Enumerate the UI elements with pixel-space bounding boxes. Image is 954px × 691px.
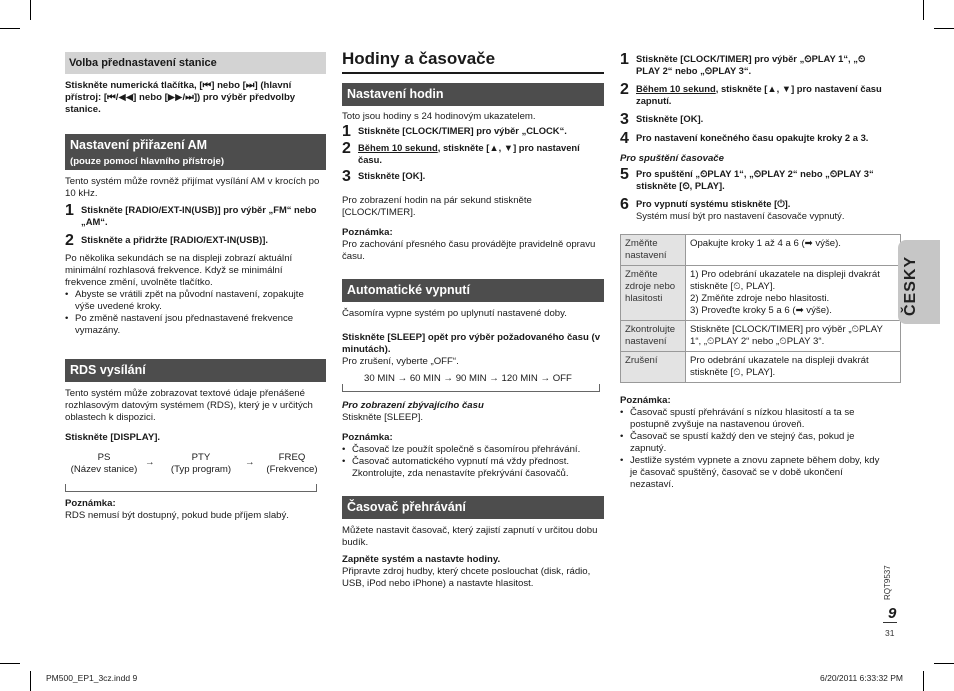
language-tab bbox=[898, 240, 940, 324]
right-note-title: Poznámka: bbox=[620, 395, 671, 406]
table-cell-header: Změňte nastavení bbox=[621, 235, 686, 266]
step-text: Stiskněte [CLOCK/TIMER] pro výběr „CLOCK“. bbox=[358, 125, 567, 136]
rds-flow-desc: (Název stanice) bbox=[70, 464, 138, 475]
arrow-icon: → bbox=[245, 457, 255, 468]
table-cell: 1) Pro odebrání ukazatele na displeji dvakrát stiskněte [⏲, PLAY]. 2) Změňte zdroje nebo hlasitosti. 3) Proveďte kroky 5 a 6 (➡ výše). bbox=[686, 266, 901, 321]
auto-cancel: Pro zrušení, vyberte „OFF“. bbox=[342, 356, 459, 367]
crop-mark bbox=[923, 0, 924, 20]
hodin-intro: Toto jsou hodiny s 24 hodinovým ukazatelem. bbox=[342, 111, 536, 122]
rds-note-title: Poznámka: bbox=[65, 498, 116, 509]
step-number: 6 bbox=[620, 196, 629, 213]
auto-bullet: • Časovač lze použít společně s časomírou přehrávání. bbox=[342, 444, 604, 456]
step-text: Pro nastavení konečného času opakujte kroky 2 a 3. bbox=[636, 132, 869, 143]
auto-sequence-return bbox=[342, 384, 604, 394]
hodin-step-1 bbox=[342, 125, 604, 138]
sub-page-number: 31 bbox=[885, 628, 895, 638]
step-number: 1 bbox=[620, 51, 629, 68]
arrow-icon: → bbox=[145, 457, 155, 468]
step-text: Stiskněte [CLOCK/TIMER] pro výběr „⏲PLAY 1“, „⏲PLAY 2“ nebo „⏲PLAY 3“. bbox=[636, 53, 866, 76]
table-cell-header: Zkontrolujte nastavení bbox=[621, 321, 686, 352]
play-heading: Časovač přehrávání bbox=[342, 496, 604, 519]
am-heading bbox=[65, 134, 326, 170]
auto-note-title: Poznámka: bbox=[342, 432, 393, 443]
crop-mark bbox=[0, 28, 20, 29]
rds-flow-code: PTY bbox=[191, 452, 211, 463]
table-row bbox=[621, 321, 901, 352]
auto-heading: Automatické vypnutí bbox=[342, 279, 604, 302]
doc-code: RQT9537 bbox=[883, 565, 892, 600]
hodin-note: Pro zachování přesného času provádějte pravidelně opravu času. bbox=[342, 239, 596, 262]
crop-mark bbox=[0, 663, 20, 664]
auto-intro: Časomíra vypne systém po uplynutí nastavené doby. bbox=[342, 308, 567, 319]
page-title: Hodiny a časovače bbox=[342, 49, 496, 68]
auto-press: Stiskněte [SLEEP] opět pro výběr požadovaného času (v minutách). bbox=[342, 332, 601, 355]
timer-table bbox=[620, 234, 901, 383]
am-text: Tento systém může rovněž přijímat vysílání AM v krocích po 10 kHz. bbox=[65, 176, 320, 199]
hodin-step-3 bbox=[342, 170, 604, 183]
step-text: Pro vypnutí systému stiskněte [⏻]. bbox=[636, 198, 791, 209]
step-text: Stiskněte [OK]. bbox=[358, 170, 426, 181]
step-text: , stiskněte [▲, ▼] pro nastavení času zapnutí. bbox=[636, 83, 882, 106]
table-row bbox=[621, 235, 901, 266]
am-heading-title: Nastavení přiřazení AM bbox=[70, 138, 208, 152]
right-bullet: • Časovač se spustí každý den ve stejný čas, pokud je zapnutý. bbox=[620, 431, 882, 455]
rds-flow-desc: (Frekvence) bbox=[266, 464, 318, 475]
rds-flow bbox=[65, 452, 326, 486]
rds-flow-item bbox=[165, 452, 237, 476]
rds-flow-desc: (Typ program) bbox=[170, 464, 232, 475]
hodin-note-title: Poznámka: bbox=[342, 227, 393, 238]
rds-flow-return bbox=[65, 484, 326, 494]
table-cell: Opakujte kroky 1 až 4 a 6 (➡ výše). bbox=[686, 235, 901, 266]
table-cell-header: Zrušení bbox=[621, 352, 686, 383]
auto-remain-title: Pro zobrazení zbývajícího času bbox=[342, 400, 484, 411]
left-column bbox=[65, 52, 326, 522]
right-bullet: • Časovač spustí přehrávání s nízkou hlasitostí a ta se postupně zvyšuje na nastavenou úroveň. bbox=[620, 407, 882, 431]
hodin-heading: Nastavení hodin bbox=[342, 83, 604, 106]
step-text: Stiskněte [OK]. bbox=[636, 113, 704, 124]
crop-mark bbox=[934, 28, 954, 29]
crop-mark bbox=[30, 0, 31, 20]
play-step-4 bbox=[620, 132, 882, 145]
play-step-1 bbox=[620, 53, 882, 77]
step-number: 3 bbox=[342, 168, 351, 185]
am-step-1 bbox=[65, 204, 326, 228]
hodin-after: Pro zobrazení hodin na pár sekund stiskněte [CLOCK/TIMER]. bbox=[342, 195, 532, 218]
auto-sequence: 30 MIN → 60 MIN → 90 MIN → 120 MIN → OFF bbox=[364, 373, 572, 384]
am-bullet: • Abyste se vrátili zpět na původní nastavení, zopakujte výše uvedené kroky. bbox=[65, 289, 326, 313]
table-row bbox=[621, 352, 901, 383]
step-underline: Během 10 sekund bbox=[358, 142, 438, 153]
rds-heading: RDS vysílání bbox=[65, 359, 326, 382]
am-heading-sub: (pouze pomocí hlavního přístroje) bbox=[70, 156, 225, 167]
step-number: 5 bbox=[620, 166, 629, 183]
right-bullet: • Jestliže systém vypnete a znovu zapnete během doby, kdy je časovač spuštěný, časovač se v době ukončení nezastaví. bbox=[620, 455, 882, 491]
am-after: Po několika sekundách se na displeji zobrazí aktuální minimální rozhlasová frekvence. Když se minimální frekvence změní, uvolněte tlačítko. bbox=[65, 253, 293, 288]
volba-heading: Volba přednastavení stanice bbox=[65, 52, 326, 74]
play-intro: Můžete nastavit časovač, který zajistí zapnutí v určitou dobu budík. bbox=[342, 525, 598, 548]
rds-flow-code: FREQ bbox=[278, 452, 306, 463]
play-step-5 bbox=[620, 168, 882, 192]
crop-mark bbox=[30, 671, 31, 691]
am-step-2 bbox=[65, 234, 326, 247]
step-number: 2 bbox=[620, 81, 629, 98]
middle-column bbox=[342, 49, 604, 590]
play-bold: Zapněte systém a nastavte hodiny. bbox=[342, 554, 501, 565]
table-cell: Stiskněte [CLOCK/TIMER] pro výběr „⏲PLAY 1“, „⏲PLAY 2“ nebo „⏲PLAY 3“. bbox=[686, 321, 901, 352]
rds-flow-item bbox=[65, 452, 143, 476]
right-column bbox=[620, 53, 882, 491]
step-number: 1 bbox=[65, 202, 74, 219]
play-step-2 bbox=[620, 83, 882, 107]
play-step-6 bbox=[620, 198, 882, 222]
volba-text: Stiskněte numerická tlačítka, [⏮] nebo [⏭] (hlavní přístroj: [⏮/◀◀] nebo [▶▶/⏭]) pro výběr předvolby stanice. bbox=[65, 80, 296, 115]
page-number-rule bbox=[883, 622, 897, 623]
rds-text: Tento systém může zobrazovat textové údaje přenášené rozhlasovým datovým systémem (RDS), který je v určitých oblastech k dispozici. bbox=[65, 388, 313, 423]
step-extra: Systém musí být pro nastavení časovače vypnutý. bbox=[636, 210, 845, 221]
step-number: 3 bbox=[620, 111, 629, 128]
am-bullet: • Po změně nastavení jsou přednastavené frekvence vymazány. bbox=[65, 313, 326, 337]
table-cell: Pro odebrání ukazatele na displeji dvakrát stiskněte [⏲, PLAY]. bbox=[686, 352, 901, 383]
step-text: , stiskněte [▲, ▼] pro nastavení času. bbox=[358, 142, 580, 165]
play-text: Připravte zdroj hudby, který chcete poslouchat (disk, rádio, USB, iPod nebo iPhone) a nastavte hlasitost. bbox=[342, 566, 591, 589]
start-title: Pro spuštění časovače bbox=[620, 153, 724, 164]
step-text: Pro spuštění „⏲PLAY 1“, „⏲PLAY 2“ nebo „⏲PLAY 3“ stiskněte [⏲, PLAY]. bbox=[636, 168, 874, 191]
step-text: Stiskněte [RADIO/EXT-IN(USB)] pro výběr „FM“ nebo „AM“. bbox=[81, 204, 317, 227]
footer-file: PM500_EP1_3cz.indd 9 bbox=[46, 673, 138, 683]
language-tab-label: ČESKY bbox=[902, 255, 919, 316]
title-rule bbox=[342, 72, 604, 74]
crop-mark bbox=[934, 663, 954, 664]
rds-flow-item bbox=[261, 452, 323, 476]
table-row bbox=[621, 266, 901, 321]
footer-date: 6/20/2011 6:33:32 PM bbox=[820, 673, 904, 683]
auto-bullet: • Časovač automatického vypnutí má vždy přednost. Zkontrolujte, zda nenastavíte překrývání časovačů. bbox=[342, 456, 604, 480]
rds-press: Stiskněte [DISPLAY]. bbox=[65, 432, 161, 443]
hodin-step-2 bbox=[342, 142, 604, 166]
step-number: 2 bbox=[342, 140, 351, 157]
rds-flow-code: PS bbox=[97, 452, 111, 463]
auto-remain: Stiskněte [SLEEP]. bbox=[342, 412, 424, 423]
step-underline: Během 10 sekund bbox=[636, 83, 716, 94]
step-number: 4 bbox=[620, 130, 629, 147]
step-number: 2 bbox=[65, 232, 74, 249]
table-cell-header: Změňte zdroje nebo hlasitosti bbox=[621, 266, 686, 321]
rds-note: RDS nemusí být dostupný, pokud bude příjem slabý. bbox=[65, 510, 289, 521]
play-step-3 bbox=[620, 113, 882, 126]
page-number: 9 bbox=[888, 605, 897, 622]
step-text: Stiskněte a přidržte [RADIO/EXT-IN(USB)]. bbox=[81, 234, 269, 245]
crop-mark bbox=[923, 671, 924, 691]
step-number: 1 bbox=[342, 123, 351, 140]
